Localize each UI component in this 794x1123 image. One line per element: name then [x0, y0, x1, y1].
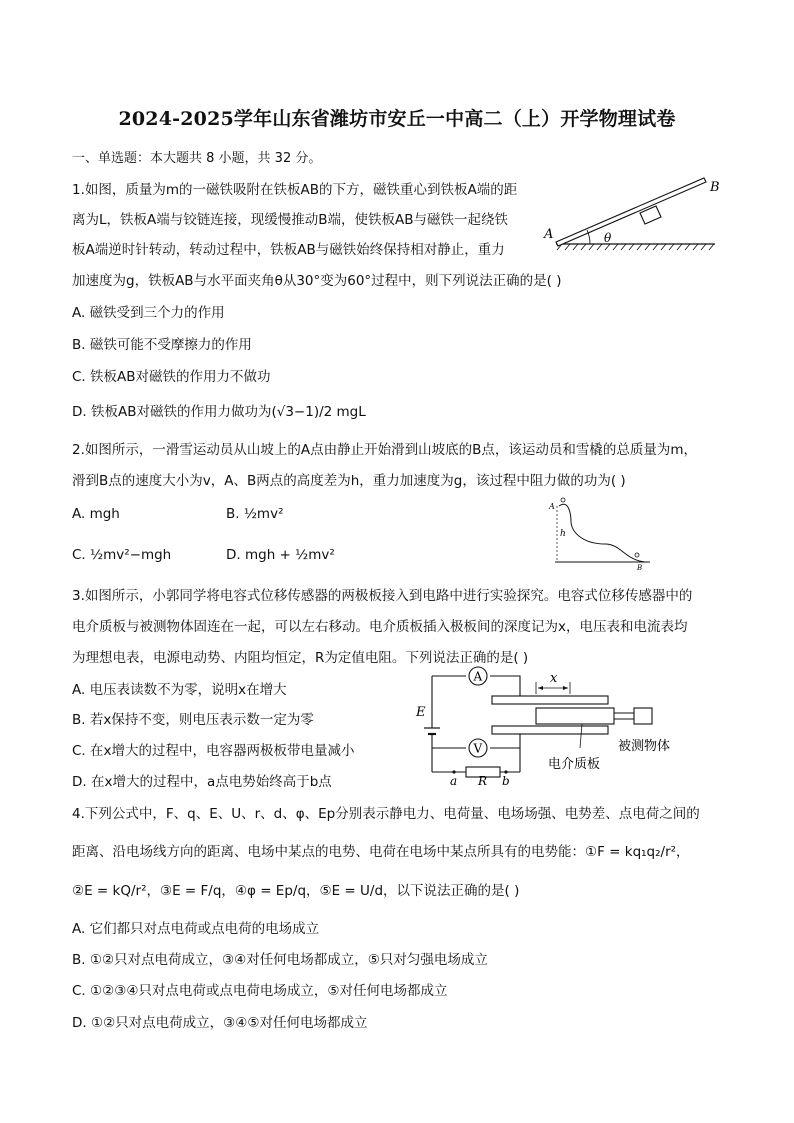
- skier-bottom-icon: [635, 553, 639, 557]
- x-arrow-left: [538, 686, 543, 690]
- q2-figure-slope: [545, 492, 655, 572]
- label-measured-object: 被测物体: [618, 739, 671, 754]
- ammeter-label: A: [473, 669, 483, 684]
- hill-curve: [559, 504, 645, 562]
- dielectric-plate: [536, 708, 614, 724]
- q4-line-1: 4.下列公式中，F、q、E、U、r、d、φ、Ep分别表示静电力、电荷量、电场场强、电势差、点电荷之间的: [72, 806, 700, 822]
- q3-option-a: A. 电压表读数不为零，说明x在增大: [72, 682, 287, 698]
- x-arrow-right: [563, 686, 568, 690]
- skier-icon: [561, 498, 565, 502]
- label-theta: θ: [604, 231, 612, 245]
- q4-line-3: ②E = kQ/r²，③E = F/q，④φ = Ep/q，⑤E = U/d，以下说法正确的是( ): [72, 883, 520, 899]
- q2-line-1: 2.如图所示，一滑雪运动员从山坡上的A点由静止开始滑到山坡底的B点，该运动员和雪橇的总质量为m，: [72, 442, 698, 458]
- q2-option-b: B. ½mv²: [226, 506, 284, 522]
- q3-option-d: D. 在x增大的过程中，a点电势始终高于b点: [72, 774, 332, 790]
- q1-option-a: A. 磁铁受到三个力的作用: [72, 305, 225, 321]
- q1-figure-incline: [540, 172, 730, 256]
- voltmeter-label: V: [473, 741, 483, 756]
- q3-line-1: 3.如图所示，小郭同学将电容式位移传感器的两极板接入到电路中进行实验探究。电容式位移传感器中的: [72, 588, 693, 604]
- q4-option-c: C. ①②③④只对点电荷或点电荷电场成立，⑤对任何电场都成立: [72, 983, 448, 999]
- q1-line-2: 离为L，铁板A端与铰链连接，现缓慢推动B端，使铁板AB与磁铁一起绕铁: [72, 212, 509, 228]
- iron-plate: [556, 178, 706, 246]
- q3-line-2: 电介质板与被测物体固连在一起，可以左右移动。电介质板插入极板间的深度记为x，电压表和电流表均: [72, 619, 688, 635]
- label-dielectric: 电介质板: [548, 757, 601, 772]
- label-b: B: [710, 180, 720, 195]
- label-b: B: [637, 564, 643, 572]
- label-a: A: [544, 227, 554, 242]
- label-x: x: [550, 671, 558, 686]
- q4-option-b: B. ①②只对点电荷成立，③④对任何电场都成立，⑤只对匀强电场成立: [72, 952, 488, 968]
- label-e: E: [416, 705, 426, 720]
- q3-option-b: B. 若x保持不变，则电压表示数一定为零: [72, 712, 314, 728]
- q1-line-4: 加速度为g，铁板AB与水平面夹角θ从30°变为60°过程中，则下列说法正确的是( ): [72, 273, 562, 289]
- q1-option-d: D. 铁板AB对磁铁的作用力做功为(√3−1)/2 mgL: [72, 404, 366, 420]
- label-b: b: [502, 774, 510, 788]
- connecting-rod: [614, 713, 634, 719]
- q3-figure-circuit: [410, 664, 690, 788]
- q3-line-3: 为理想电表，电源电动势、内阻均恒定，R为定值电阻。下列说法正确的是( ): [72, 650, 529, 666]
- label-a: a: [450, 774, 458, 788]
- q2-option-a: A. mgh: [72, 506, 120, 522]
- label-r: R: [478, 774, 488, 788]
- q1-line-3: 板A端逆时针转动，转动过程中，铁板AB与磁铁始终保持相对静止，重力: [72, 242, 505, 258]
- q2-option-d: D. mgh + ½mv²: [226, 547, 335, 563]
- ground-hatching: [557, 244, 714, 250]
- q1-line-1: 1.如图，质量为m的一磁铁吸附在铁板AB的下方，磁铁重心到铁板A端的距: [72, 182, 518, 198]
- label-a: A: [549, 502, 555, 511]
- q4-option-d: D. ①②只对点电荷成立，③④⑤对任何电场都成立: [72, 1015, 368, 1031]
- capacitor-top-plate: [492, 696, 608, 704]
- q4-option-a: A. 它们都只对点电荷或点电荷的电场成立: [72, 921, 320, 937]
- q1-option-b: B. 磁铁可能不受摩擦力的作用: [72, 337, 252, 353]
- q1-option-c: C. 铁板AB对磁铁的作用力不做功: [72, 369, 271, 385]
- q4-line-2: 距离、沿电场线方向的距离、电场中某点的电势、电荷在电场中某点所具有的电势能：①F = kq₁q₂/r²，: [72, 844, 690, 860]
- q2-option-c: C. ½mv²−mgh: [72, 547, 172, 563]
- section-heading: 一、单选题：本大题共 8 小题，共 32 分。: [72, 151, 322, 166]
- capacitor-bottom-plate: [492, 726, 608, 734]
- page-title: 2024-2025学年山东省潍坊市安丘一中高二（上）开学物理试卷: [118, 108, 676, 130]
- battery-icon: [424, 728, 440, 746]
- label-h: h: [560, 529, 566, 539]
- q2-line-2: 滑到B点的速度大小为v，A、B两点的高度差为h，重力加速度为g，该过程中阻力做的功为( ): [72, 473, 626, 489]
- circuit-wires: [432, 676, 520, 772]
- measured-object: [634, 708, 652, 724]
- q3-option-c: C. 在x增大的过程中，电容器两极板带电量减小: [72, 743, 355, 759]
